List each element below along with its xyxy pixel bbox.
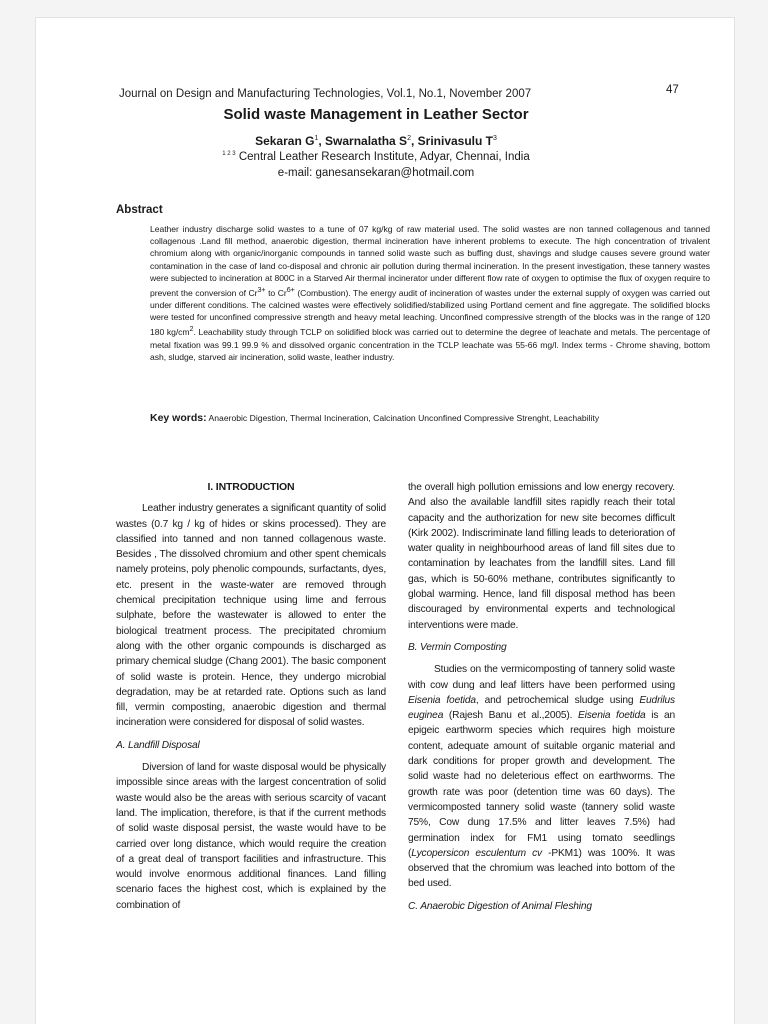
author-email: e-mail: ganesansekaran@hotmail.com (277, 167, 475, 179)
landfill-paragraph: Diversion of land for waste disposal would be physically impossible since areas with the largest concentration of solid waste would also be the areas with serious scarcity of vacant land. The implication, therefore, is that if the current methods of solid waste disposal persist, the waste would have to be carried over long distance, which would require the creation of a great deal of transport facilities and infrastructure. This would involve enormous additional finances. Land filling scenario faces the highest cost, which is explained by the combination of (116, 762, 386, 911)
author-list (26, 134, 726, 148)
species-name: Eisenia foetida (577, 710, 646, 722)
affiliation (26, 151, 726, 163)
abstract-part: (Combustion). The energy audit of incineration of wastes under the external supply of oxygen was carried out under different conditions. The calcined wastes were effectively solidified/stabilized using Portland cement and fine aggregate. The solidified blocks were tested for unconfined compressive strength and heavy metal leaching. Unconfined compressive strength of the blocks was in the range of 120 180 kg/cm (150, 287, 711, 338)
keywords-label: Key words: (150, 412, 207, 424)
landfill-paragraph-continued: the overall high pollution emissions and low energy recovery. And also the available landfill sites rapidly reach their total capacity and the authorization for new site becomes difficult (Kirk 2002). Indiscriminate land filling leads to deterioration of water quality in neighbourhood areas of land fill sites due to contamination by leachates from the landfill sites. Land fill gas, which is 50-60% methane, contributes significantly to global warming. Hence, land fill disposal method has been discouraged by environmental experts and technological interventions were made. (408, 482, 675, 631)
journal-citation: Journal on Design and Manufacturing Technologies, Vol.1, No.1, November 2007 (119, 88, 532, 100)
author-2-affil-mark: 2 (407, 135, 411, 142)
abstract-heading: Abstract (116, 204, 163, 216)
subsection-heading-landfill: A. Landfill Disposal (116, 739, 200, 751)
abstract-superscript: 3+ (257, 286, 266, 295)
author-separator: , (318, 134, 326, 148)
abstract-part: . Leachability study through TCLP on solidified block was carried out to determine the degree of leachate and metals. The percentage of metal fixation was 99.1 99.9 % and dissolved organic concentration in the TCLP leachate was 55-66 mg/l. Index terms - Chrome shaving, bottom ash, sludge, starved air incineration, solid waste, leather industry. (150, 327, 710, 362)
right-column (408, 480, 675, 921)
abstract-superscript: 6+ (286, 286, 295, 295)
keywords (150, 412, 710, 424)
paper-page (36, 18, 734, 1024)
subsection-heading-anaerobic: C. Anaerobic Digestion of Animal Fleshing (408, 900, 592, 912)
author-3-affil-mark: 3 (493, 135, 497, 142)
species-name: Eisenia foetida (408, 694, 476, 706)
vermin-text: Studies on the vermicomposting of tannery solid waste with cow dung and leaf litters have been performed using (408, 664, 675, 691)
abstract-text (150, 223, 710, 363)
author-2: Swarnalatha S (325, 134, 408, 148)
abstract-part: Leather industry discharge solid wastes to a tune of 07 kg/kg of raw material used. The solid wastes are non tanned collagenous and tanned collagenous .Land fill method, anaerobic digestion, thermal incineration have inherent problems to execute. The high concentration of trivalent chromium along with organic/inorganic compounds in tanned solid waste such as buffing dust, shavings and sludge causes severe ground water contamination in the case of land co-disposal and chronic air pollution during thermal incineration. In the present investigation, these tannery wastes were subjected to incineration at 800C in a Starved Air thermal incinerator under different flow rate of oxygen to optimise the flux of oxygen require to prevent the conversion of Cr (150, 224, 710, 298)
vermin-text: is an epigeic earthworm species which requires high moisture content, adequate amount of suitable organic material and dark conditions for proper growth and development. The solid waste had no deleterious effect on earthworms. The growth rate was poor (detention time was 60 days). The vermicomposted tannery solid waste (tannery solid waste 75%, Cow dung 17.5% and litter leaves 7.5%) had germination index for FM1 using tomato seedlings ( (408, 710, 675, 859)
section-heading-introduction: I. INTRODUCTION (207, 481, 295, 493)
species-name: Lycopersicon esculentum cv (411, 847, 542, 859)
vermin-text: (Rajesh Banu et al.,2005). (443, 710, 578, 722)
species-name: Eudrilus euginea (408, 694, 675, 722)
affiliation-marks: 1 2 3 (222, 151, 236, 158)
author-1-affil-mark: 1 (314, 135, 319, 142)
author-separator: , (410, 134, 418, 148)
abstract-superscript: 2 (189, 325, 194, 334)
left-column (116, 480, 386, 913)
subsection-heading-vermin: B. Vermin Composting (408, 641, 507, 653)
vermin-paragraph (408, 662, 675, 891)
keywords-text: Anaerobic Digestion, Thermal Incineration, Calcination Unconfined Compressive Strenght, Leachability (206, 413, 600, 423)
vermin-text: , and petrochemical sludge using (475, 694, 640, 706)
page-number: 47 (666, 84, 679, 96)
paper-title: Solid waste Management in Leather Sector (223, 106, 529, 123)
vermin-text: -PKM1) was 100%. It was observed that the chromium was leached into bottom of the bed used. (408, 847, 675, 890)
author-3: Srinivasulu T (417, 134, 493, 148)
intro-paragraph: Leather industry generates a significant quantity of solid wastes (0.7 kg / kg of hides or skins processed). They are classified into tanned and non tanned collagenous waste. Besides , The dissolved chromium and other spent chemicals namely proteins, poly phenolic compounds, surfactants, dyes, etc. present in the waste-water are removed through chemical precipitation technique using lime and ferrous sulphate, before the wastewater is allowed to enter the biological treatment process. The precipitated chromium along with the other organic compounds is discharged as primary chemical sludge (Chang 2001). The basic component of solid waste is protein. Hence, they undergo microbial degradation, may be at retarded rate. Options such as land fill, vermin composting, anaerobic digestion and thermal incineration were considered for disposal of solid wastes. (116, 503, 386, 729)
affiliation-text: Central Leather Research Institute, Adyar, Chennai, India (238, 151, 530, 163)
author-1: Sekaran G (255, 134, 315, 148)
abstract-part: to Cr (265, 287, 287, 298)
